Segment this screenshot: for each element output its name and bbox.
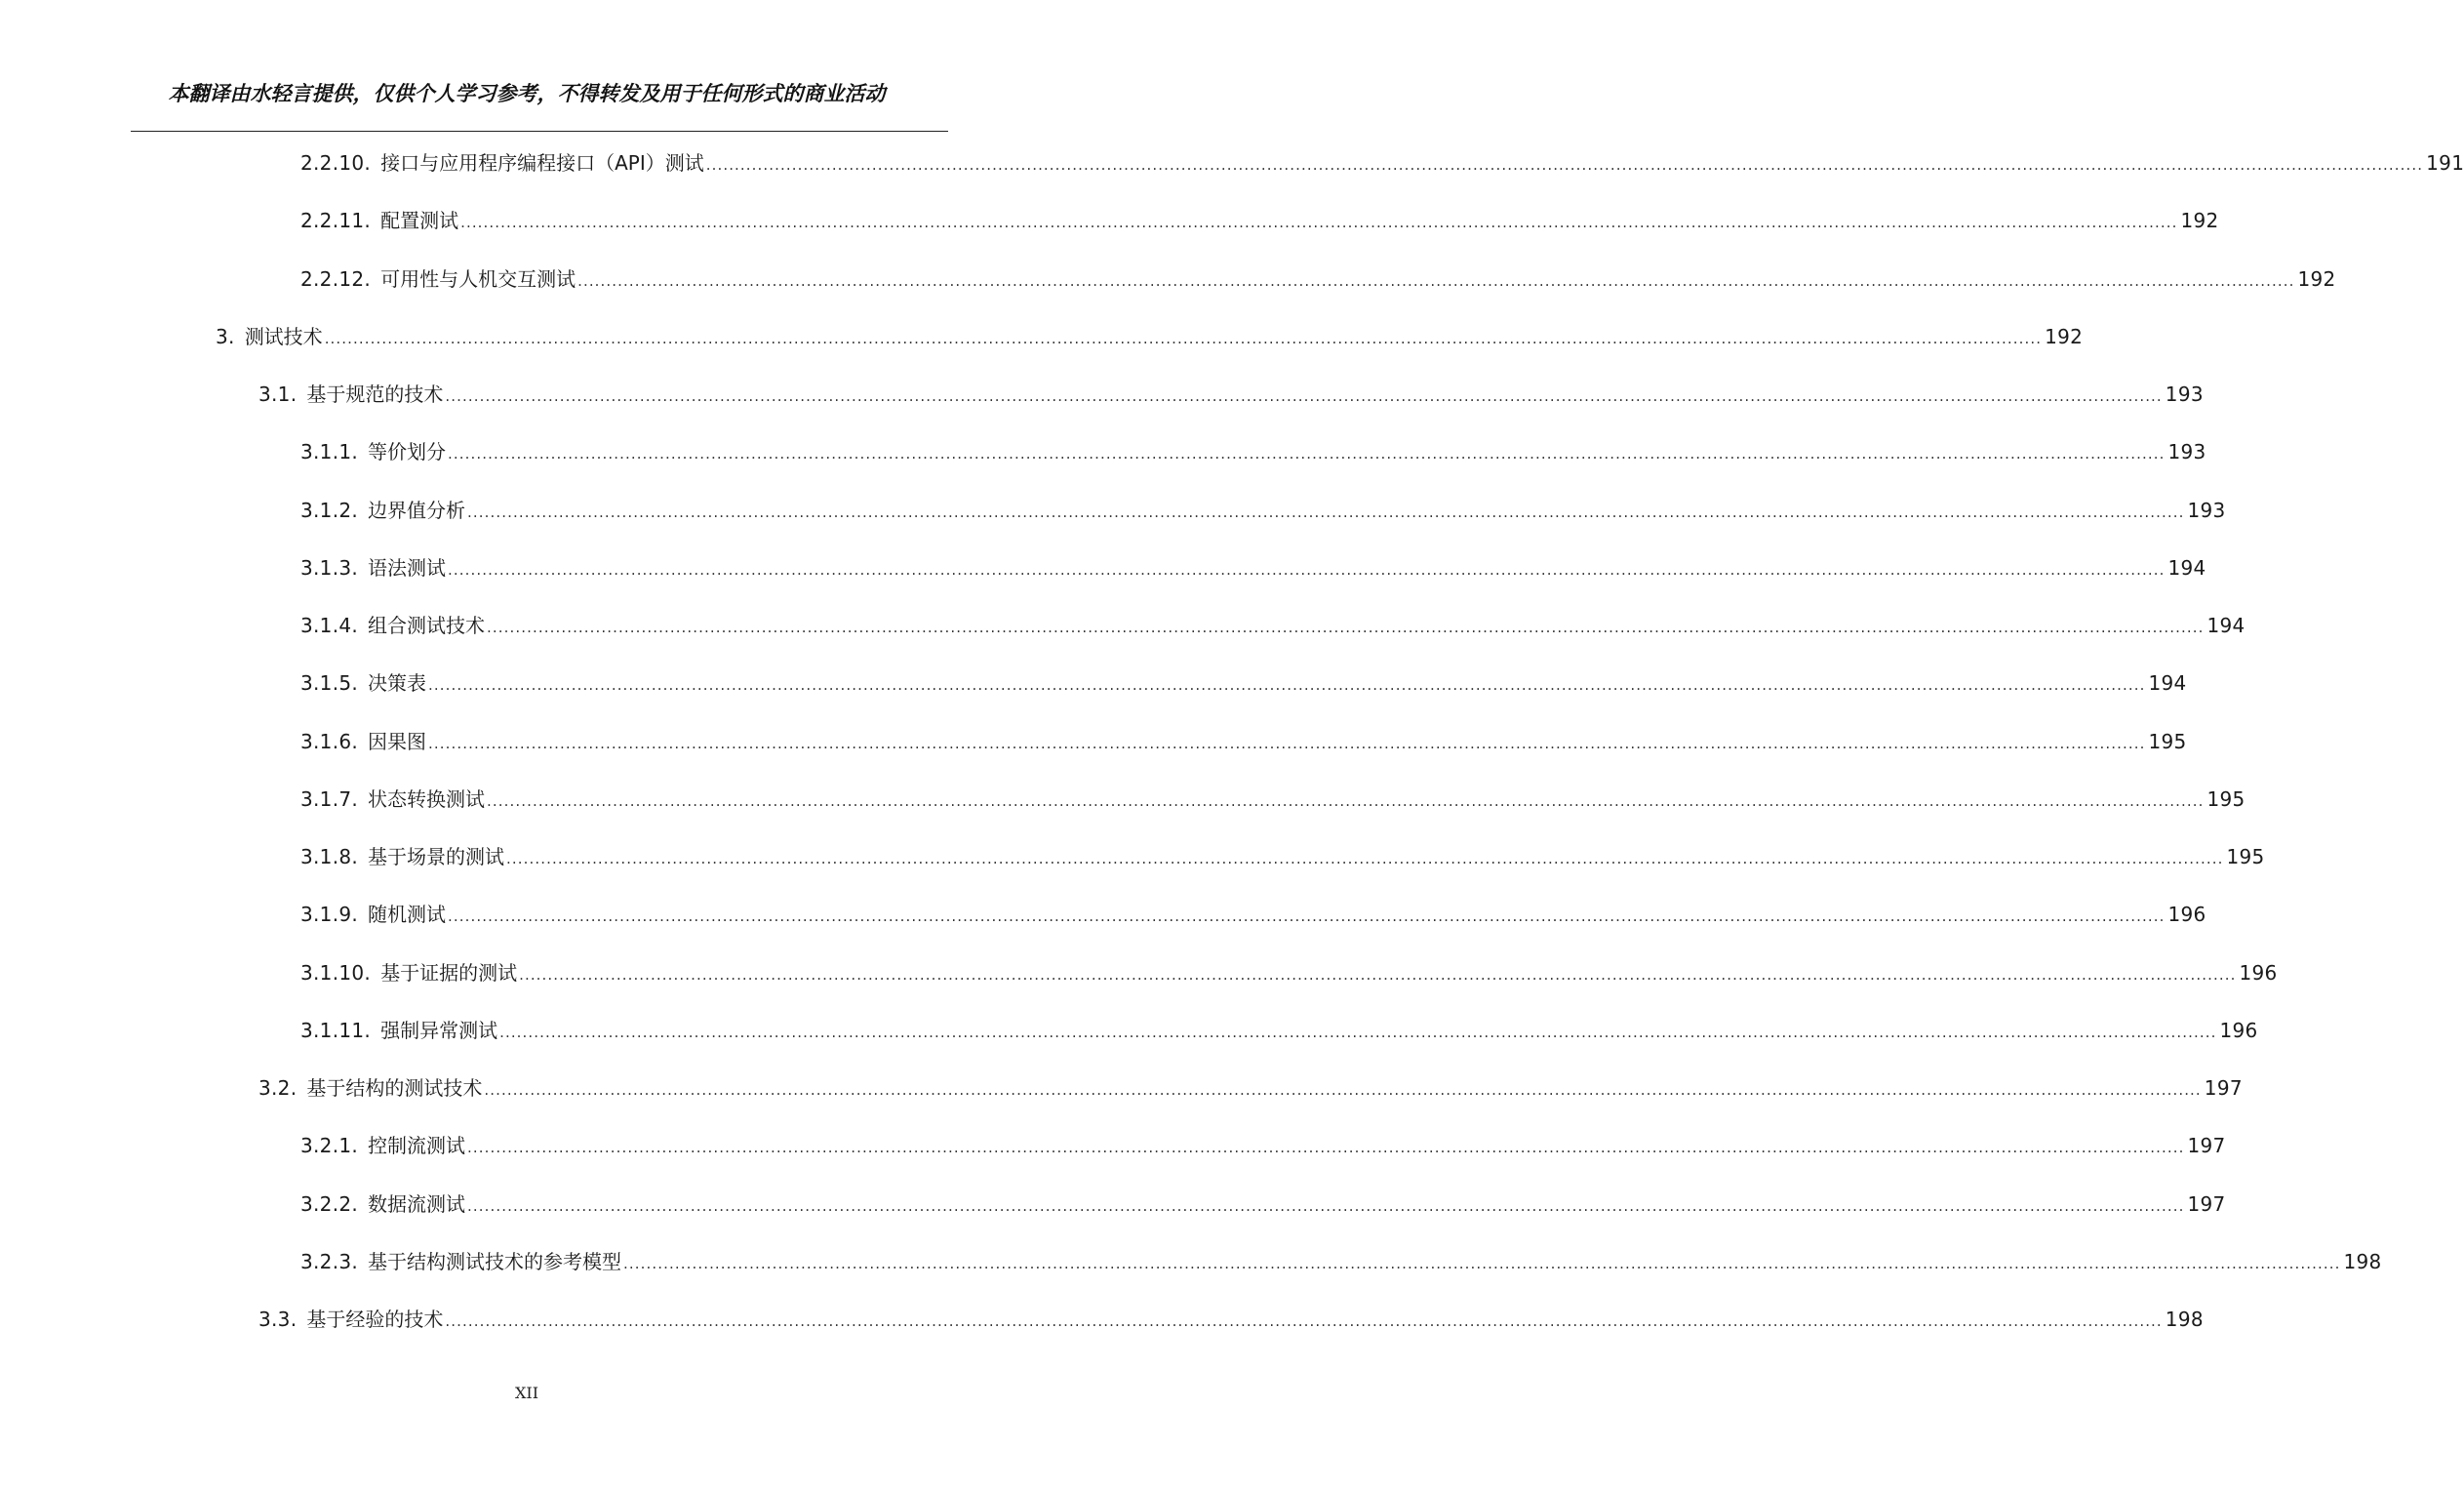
toc-entry-title: 状态转换测试 <box>368 787 486 811</box>
toc-entry-title: 配置测试 <box>380 209 459 232</box>
dot-leader: ............................................................................................................................................................................................................................................................................................................ <box>487 619 2205 636</box>
toc-entry-number: 3.1.10. <box>300 961 372 985</box>
toc-entry[interactable] <box>300 727 2187 756</box>
toc-entry-page: 193 <box>2187 499 2226 522</box>
toc-entry-number: 3.1. <box>258 383 298 406</box>
toc-entry-number: 3.2.2. <box>300 1192 359 1216</box>
toc-entry[interactable] <box>300 900 2206 929</box>
toc-entry-page: 196 <box>2167 903 2206 926</box>
dot-leader: ............................................................................................................................................................................................................................................................................................................ <box>484 1081 2202 1099</box>
toc-entry[interactable] <box>216 322 2084 351</box>
toc-entry-title: 边界值分析 <box>368 499 466 522</box>
toc-entry-number: 3.1.7. <box>300 787 359 811</box>
toc-entry-page: 196 <box>2219 1019 2258 1042</box>
toc-entry-page: 195 <box>2148 730 2187 753</box>
toc-entry-title: 强制异常测试 <box>380 1019 498 1042</box>
toc-entry[interactable] <box>300 148 2464 178</box>
toc-entry-number: 3.1.5. <box>300 671 359 695</box>
toc-entry-title: 数据流测试 <box>368 1192 466 1216</box>
toc-entry-title: 因果图 <box>368 730 427 753</box>
dot-leader: ............................................................................................................................................................................................................................................................................................................ <box>519 966 2237 984</box>
toc-entry-title: 控制流测试 <box>368 1134 466 1157</box>
dot-leader: ............................................................................................................................................................................................................................................................................................................ <box>467 1197 2185 1215</box>
toc-entry-title: 等价划分 <box>368 440 447 463</box>
dot-leader: ............................................................................................................................................................................................................................................................................................................ <box>499 1024 2217 1041</box>
toc-entry-page: 193 <box>2165 383 2204 406</box>
dot-leader: ............................................................................................................................................................................................................................................................................................................ <box>324 330 2043 347</box>
dot-leader: ............................................................................................................................................................................................................................................................................................................ <box>577 272 2295 290</box>
toc-entry[interactable] <box>300 264 2336 294</box>
dot-leader: ............................................................................................................................................................................................................................................................................................................ <box>445 387 2163 405</box>
toc-entry[interactable] <box>300 496 2226 525</box>
toc-entry-page: 194 <box>2148 671 2187 695</box>
toc-entry-title: 基于场景的测试 <box>368 845 505 868</box>
toc-entry-page: 192 <box>2180 209 2219 232</box>
toc-entry-page: 194 <box>2206 614 2245 637</box>
dot-leader: ............................................................................................................................................................................................................................................................................................................ <box>460 214 2178 231</box>
dot-leader: ............................................................................................................................................................................................................................................................................................................ <box>448 445 2166 463</box>
toc-entry-page: 197 <box>2187 1192 2226 1216</box>
toc-entry-number: 3.2.3. <box>300 1250 359 1273</box>
toc-entry[interactable] <box>300 206 2219 235</box>
toc-entry-number: 3.1.4. <box>300 614 359 637</box>
toc-entry-number: 2.2.10. <box>300 151 372 175</box>
toc-entry-number: 2.2.11. <box>300 209 372 232</box>
dot-leader: ............................................................................................................................................................................................................................................................................................................ <box>445 1312 2163 1330</box>
toc-entry-page: 196 <box>2239 961 2278 985</box>
dot-leader: ............................................................................................................................................................................................................................................................................................................ <box>467 1139 2185 1156</box>
toc-entry[interactable] <box>300 842 2265 871</box>
dot-leader: ............................................................................................................................................................................................................................................................................................................ <box>428 676 2146 694</box>
toc-entry-number: 3.1.11. <box>300 1019 372 1042</box>
dot-leader: ............................................................................................................................................................................................................................................................................................................ <box>467 503 2185 521</box>
toc-entry[interactable] <box>258 1305 2204 1334</box>
toc-entry-title: 接口与应用程序编程接口（API）测试 <box>380 151 704 175</box>
toc-entry-number: 3.1.6. <box>300 730 359 753</box>
toc-entry[interactable] <box>300 1016 2258 1045</box>
toc-entry-page: 198 <box>2165 1308 2204 1331</box>
toc-entry-title: 语法测试 <box>368 556 447 580</box>
toc-entry-title: 基于经验的技术 <box>306 1308 444 1331</box>
dot-leader: ............................................................................................................................................................................................................................................................................................................ <box>487 792 2205 810</box>
toc-entry-number: 3.1.3. <box>300 556 359 580</box>
dot-leader: ............................................................................................................................................................................................................................................................................................................ <box>705 156 2424 174</box>
toc-entry[interactable] <box>258 1073 2243 1103</box>
dot-leader: ............................................................................................................................................................................................................................................................................................................ <box>448 907 2166 925</box>
dot-leader: ............................................................................................................................................................................................................................................................................................................ <box>506 850 2224 867</box>
toc-entry-page: 194 <box>2167 556 2206 580</box>
toc-entry-page: 197 <box>2204 1076 2243 1100</box>
dot-leader: ............................................................................................................................................................................................................................................................................................................ <box>428 735 2146 752</box>
toc-entry-page: 191 <box>2426 151 2464 175</box>
toc-entry[interactable] <box>300 1247 2382 1276</box>
toc-entry-number: 2.2.12. <box>300 267 372 291</box>
toc-entry-number: 3.1.9. <box>300 903 359 926</box>
toc-entry-title: 可用性与人机交互测试 <box>380 267 576 291</box>
dot-leader: ............................................................................................................................................................................................................................................................................................................ <box>448 561 2166 579</box>
toc-entry[interactable] <box>300 785 2245 814</box>
toc-entry-page: 195 <box>2206 787 2245 811</box>
toc-entry-number: 3. <box>216 325 235 348</box>
toc-entry-title: 组合测试技术 <box>368 614 486 637</box>
dot-leader: ............................................................................................................................................................................................................................................................................................................ <box>623 1255 2341 1272</box>
toc-entry-title: 基于规范的技术 <box>306 383 444 406</box>
toc-entry-number: 3.1.1. <box>300 440 359 463</box>
toc-entry-number: 3.1.8. <box>300 845 359 868</box>
page-header: 本翻译由水轻言提供，仅供个人学习参考，不得转发及用于任何形式的商业活动 <box>168 82 886 105</box>
toc-entry-page: 198 <box>2343 1250 2382 1273</box>
toc-entry-page: 192 <box>2297 267 2336 291</box>
toc-entry[interactable] <box>300 1189 2226 1219</box>
toc-entry-number: 3.2. <box>258 1076 298 1100</box>
toc-entry[interactable] <box>300 668 2187 698</box>
toc-entry[interactable] <box>300 1131 2226 1160</box>
toc-entry[interactable] <box>300 611 2245 640</box>
toc-entry-page: 192 <box>2045 325 2084 348</box>
toc-entry-title: 测试技术 <box>244 325 323 348</box>
toc-entry[interactable] <box>300 437 2206 466</box>
toc-entry-title: 基于结构测试技术的参考模型 <box>368 1250 622 1273</box>
toc-entry-title: 决策表 <box>368 671 427 695</box>
toc-entry-number: 3.1.2. <box>300 499 359 522</box>
toc-entry[interactable] <box>258 380 2204 409</box>
toc-entry-title: 基于结构的测试技术 <box>306 1076 483 1100</box>
toc-entry-number: 3.2.1. <box>300 1134 359 1157</box>
toc-entry-page: 197 <box>2187 1134 2226 1157</box>
toc-entry-page: 195 <box>2226 845 2265 868</box>
page-number: XII <box>514 1384 539 1402</box>
toc-entry-title: 随机测试 <box>368 903 447 926</box>
toc-entry-page: 193 <box>2167 440 2206 463</box>
toc-entry[interactable] <box>300 958 2278 987</box>
toc-entry-title: 基于证据的测试 <box>380 961 518 985</box>
toc-entry[interactable] <box>300 553 2206 583</box>
toc-entry-number: 3.3. <box>258 1308 298 1331</box>
